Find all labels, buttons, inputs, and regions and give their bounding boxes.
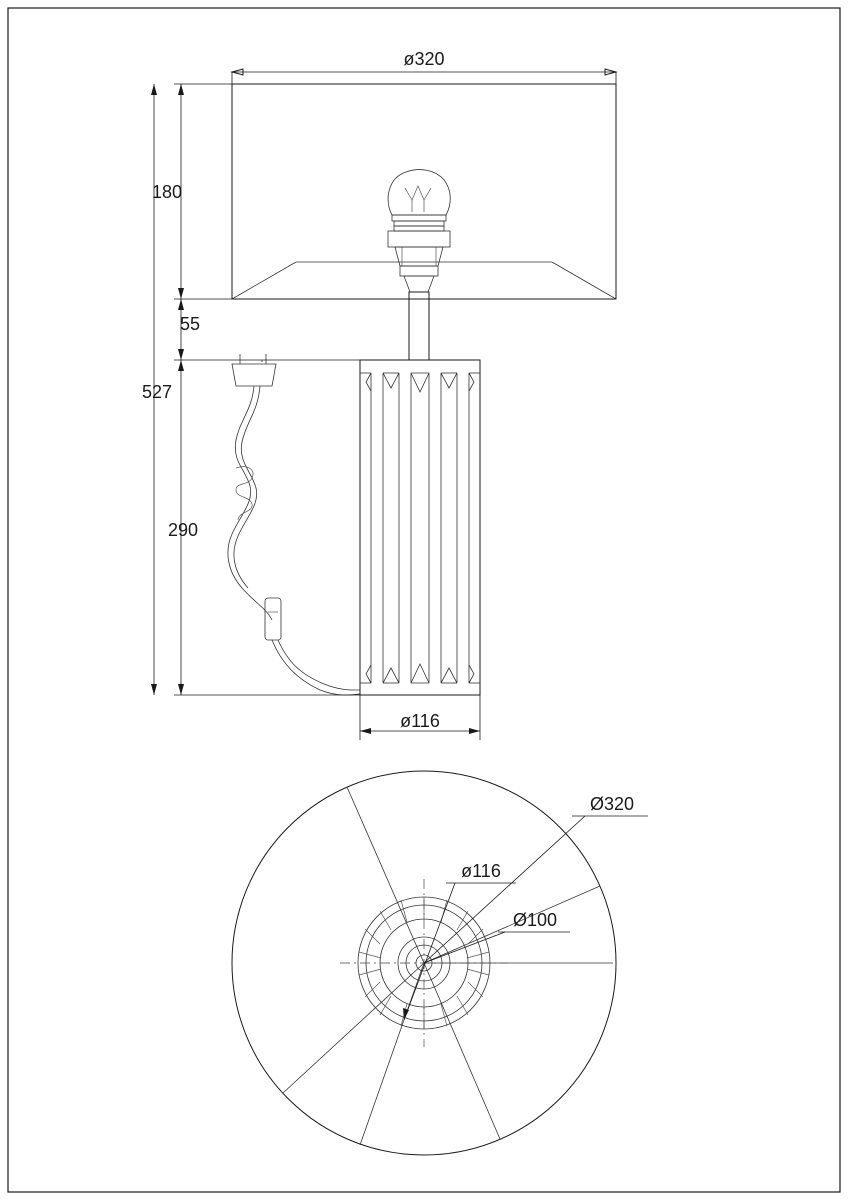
bulb-holder <box>388 231 450 292</box>
plan-seam-4 <box>424 963 500 1139</box>
lampshade-outline <box>232 84 616 299</box>
dimension-label-base-diameter: ø116 <box>400 711 440 731</box>
arrow-290-bottom <box>178 684 184 695</box>
plan-seam-6 <box>283 963 424 1093</box>
arrow-55-top <box>178 299 184 310</box>
dimension-label-plan-base-inner: Ø100 <box>512 910 558 930</box>
arrow-527-bottom <box>151 684 157 695</box>
dimension-label-total-height: 527 <box>141 382 173 402</box>
dimension-label-base-height: 290 <box>167 520 199 540</box>
dimension-label-neck-height: 55 <box>179 314 201 334</box>
arrow-55-bottom <box>178 349 184 360</box>
dimension-label-shade-height: 180 <box>151 182 183 202</box>
plan-seam-1 <box>347 787 424 963</box>
arrow-base-left <box>360 728 371 734</box>
lamp-base-body <box>360 360 480 695</box>
front-elevation-view <box>142 49 616 740</box>
arrow-base-right <box>469 728 480 734</box>
arrow-527-top <box>151 84 157 95</box>
leader-line-plan-shade <box>424 816 585 963</box>
shade-inner-edge-left <box>232 262 296 299</box>
top-plan-view <box>232 771 648 1155</box>
light-bulb <box>388 170 450 231</box>
leader-line-plan-base-inner <box>424 932 505 963</box>
base-outline <box>360 360 480 695</box>
plan-seam-5 <box>360 963 424 1145</box>
dimension-label-shade-diameter: ø320 <box>403 49 445 69</box>
shade-inner-edge-right <box>552 262 616 299</box>
dimension-label-plan-shade-diameter: Ø320 <box>589 794 635 814</box>
power-cord <box>228 354 360 695</box>
arrow-290-top <box>178 360 184 371</box>
dimension-label-plan-base-outer: ø116 <box>461 861 501 881</box>
lamp-stem <box>409 292 429 360</box>
arrow-180-bottom <box>178 288 184 299</box>
arrow-180-top <box>178 84 184 95</box>
